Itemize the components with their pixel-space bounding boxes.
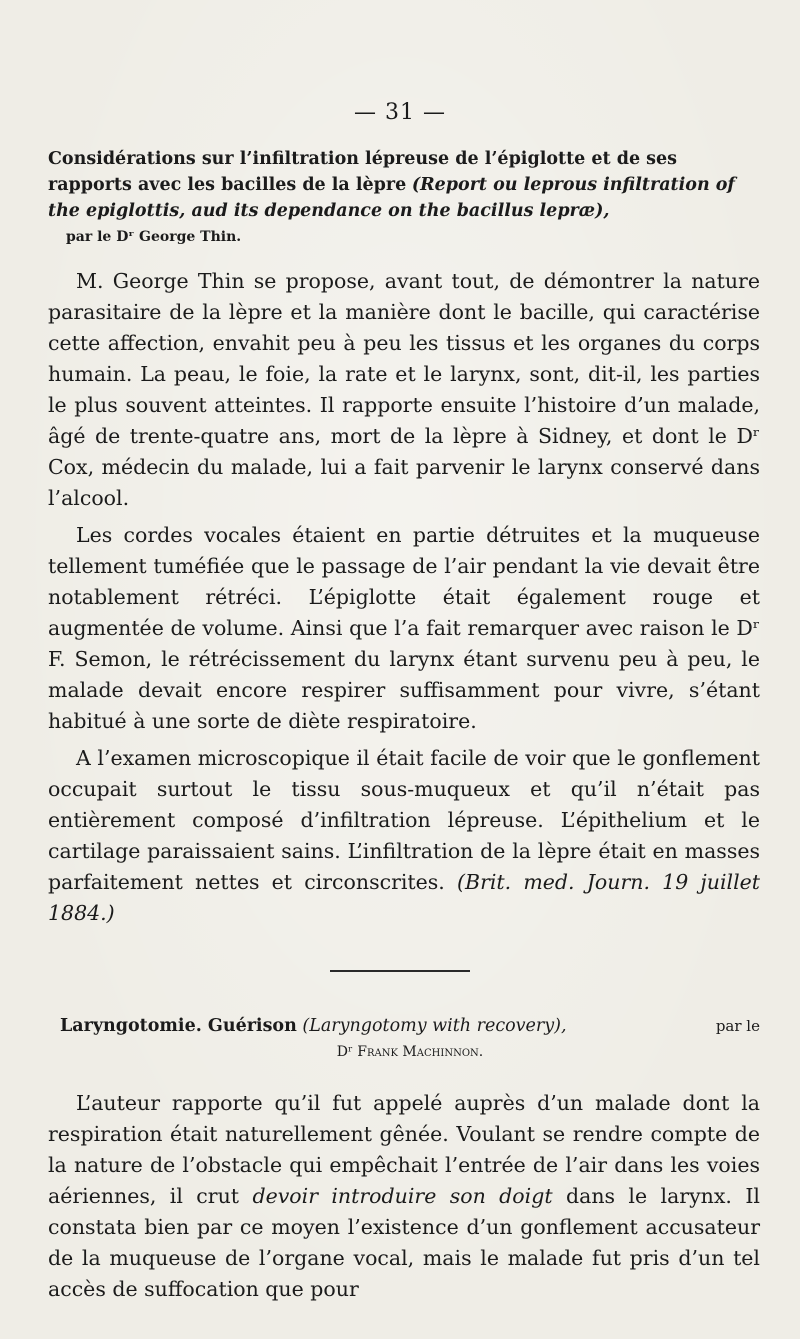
article-1-byline: par le Dʳ George Thin. bbox=[66, 229, 242, 245]
article-2-english-title: (Laryngotomy with recovery), bbox=[302, 1016, 567, 1036]
article-2-paragraph-end: dans le larynx. Il constata bien par ce moyen l’existence d’un gonflement accusateur de la muqueuse de l’organe vocal, mais le malade fut pris d’un tel accès de suffocation que pour bbox=[48, 1184, 760, 1301]
article-1-paragraph-2: Les cordes vocales étaient en partie détruites et la muqueuse tellement tuméfiée que le passage de l’air pendant la vie devait être notablement rétréci. L’épiglotte était également rouge et augmentée de volume. Ainsi que l’a fait remarquer avec raison le Dʳ F. Semon, le rétrécissement du larynx étant survenu peu à peu, le malade devait encore respirer suffisamment pour vivre, s’étant habitué à une sorte de diète respiratoire. bbox=[48, 523, 760, 733]
article-1-body bbox=[48, 266, 760, 935]
article-2-title: Laryngotomie. Guérison bbox=[60, 1016, 297, 1036]
article-1-title: Considérations sur l’infiltration lépreuse de l’épiglotte et de ses rapports avec les bacilles de la lèpre bbox=[48, 149, 678, 195]
article-2-par: par le bbox=[715, 1017, 760, 1035]
article-1-citation: (Brit. med. Journ. 19 juillet 1884.) bbox=[48, 870, 760, 925]
article-1-paragraph-3 bbox=[48, 743, 760, 929]
article-2-heading bbox=[60, 1013, 760, 1065]
article-1-paragraph-3-text: A l’examen microscopique il était facile de voir que le gonflement occupait surtout le tissu sous-muqueux et qu’il n’était pas entièrement composé d’infiltration lépreuse. L’épithelium et le cartilage paraissaient sains. L’infiltration de la lèpre était en masses parfaitement nettes et circonscrites. bbox=[48, 746, 760, 894]
article-2-body bbox=[48, 1088, 760, 1311]
section-separator bbox=[330, 970, 470, 972]
article-2-paragraph-start: L’auteur rapporte qu’il fut appelé auprès d’un malade dont la respiration était naturellement gênée. Voulant se rendre compte de la nature de l’obstacle qui empêchait l’entrée de l’air dans les voies aériennes, il crut bbox=[48, 1091, 760, 1208]
article-2-byline: Dʳ Frank Machinnon. bbox=[336, 1044, 484, 1060]
article-2-paragraph-1 bbox=[48, 1088, 760, 1305]
article-2-paragraph-italic: devoir introduire son doigt bbox=[252, 1184, 553, 1208]
article-1-english-title: (Report ou leprous infiltration of the epiglottis, aud its dependance on the bacillus lepræ), bbox=[48, 175, 735, 221]
page-number: — 31 — bbox=[354, 100, 446, 125]
article-1-heading bbox=[48, 146, 760, 250]
article-1-paragraph-1: M. George Thin se propose, avant tout, de démontrer la nature parasitaire de la lèpre et la manière dont le bacille, qui caractérise cette affection, envahit peu à peu les tissus et les organes du corps humain. La peau, le foie, la rate et le larynx, sont, dit-il, les parties le plus souvent atteintes. Il rapporte ensuite l’histoire d’un malade, âgé de trente-quatre ans, mort de la lèpre à Sidney, et dont le Dʳ Cox, médecin du malade, lui a fait parvenir le larynx conservé dans l’alcool. bbox=[48, 269, 760, 510]
